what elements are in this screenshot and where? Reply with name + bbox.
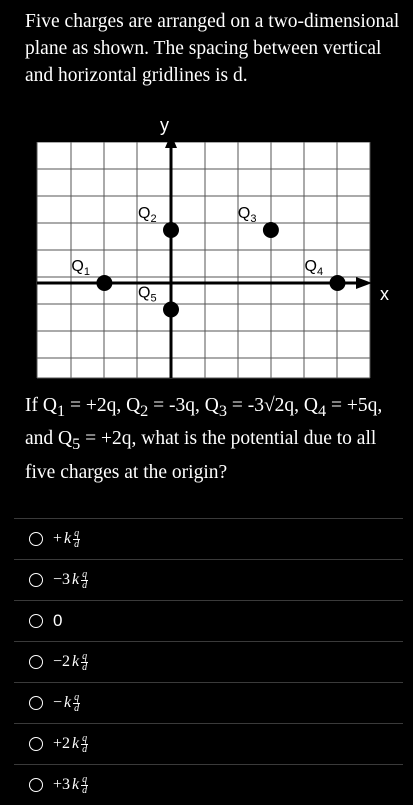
charge-label-q4: $Q_4$ (304, 258, 324, 278)
radio-button[interactable] (29, 737, 43, 751)
option-label: +2 k $\frac{q}{d}$ (53, 732, 88, 755)
y-axis-label: y (160, 115, 169, 135)
answer-option[interactable] (14, 641, 403, 682)
charge-diagram (0, 104, 413, 384)
answer-option[interactable] (14, 682, 403, 723)
answer-option[interactable] (14, 723, 403, 764)
answer-option[interactable] (14, 764, 403, 805)
charge-dot-q3 (263, 222, 279, 238)
subquestion-text: If $Q_1 = +2q$, $Q_2 = -3q$, $Q_3 = -3√2q$, $Q_4 = +5q$, and $Q_5 = +2q$, what is the potential due to all five charges at the origin? (25, 395, 383, 483)
charge-dot-q5 (163, 302, 179, 318)
charge-diagram-svg (0, 104, 413, 384)
charge-label-q2: $Q_2$ (138, 205, 157, 225)
charge-label-q1: $Q_1$ (71, 258, 90, 278)
subq-q3: = -3√2q, Q (226, 395, 319, 416)
answer-option[interactable] (14, 600, 403, 641)
radio-button[interactable] (29, 655, 43, 669)
option-label: −3 k $\frac{q}{d}$ (53, 568, 88, 591)
subq-lead: If Q (25, 395, 57, 416)
answer-option[interactable] (14, 559, 403, 600)
subq-q2: = -3q, Q (148, 395, 219, 416)
answer-options (14, 518, 403, 805)
radio-button[interactable] (29, 778, 43, 792)
radio-button[interactable] (29, 532, 43, 546)
charge-label-q5: $Q_5$ (138, 284, 157, 305)
radio-button[interactable] (29, 573, 43, 587)
subq-q4: = +5q, and Q (25, 395, 383, 450)
charge-dot-q1 (96, 275, 112, 291)
charge-dot-q2 (163, 222, 179, 238)
radio-button[interactable] (29, 696, 43, 710)
subq-q5: = +2q, what is the potential due to all five charges at the origin? (25, 428, 377, 483)
option-label: − k $\frac{q}{d}$ (53, 691, 80, 714)
question-text: Five charges are arranged on a two-dimensional plane as shown. The spacing between vertical and horizontal gridlines is d. (25, 11, 400, 86)
option-label: +3 k $\frac{q}{d}$ (53, 773, 88, 796)
option-label: −2 k $\frac{q}{d}$ (53, 650, 88, 673)
x-axis-label: x (380, 284, 389, 304)
charge-dot-q4 (330, 275, 346, 291)
radio-button[interactable] (29, 614, 43, 628)
option-label: 0 (53, 611, 63, 630)
answer-option[interactable] (14, 518, 403, 559)
subq-q1: = +2q, Q (65, 395, 141, 416)
charge-label-q3: $Q_3$ (237, 205, 257, 225)
grid-background (37, 142, 370, 378)
option-label: + k $\frac{q}{d}$ (53, 527, 80, 550)
